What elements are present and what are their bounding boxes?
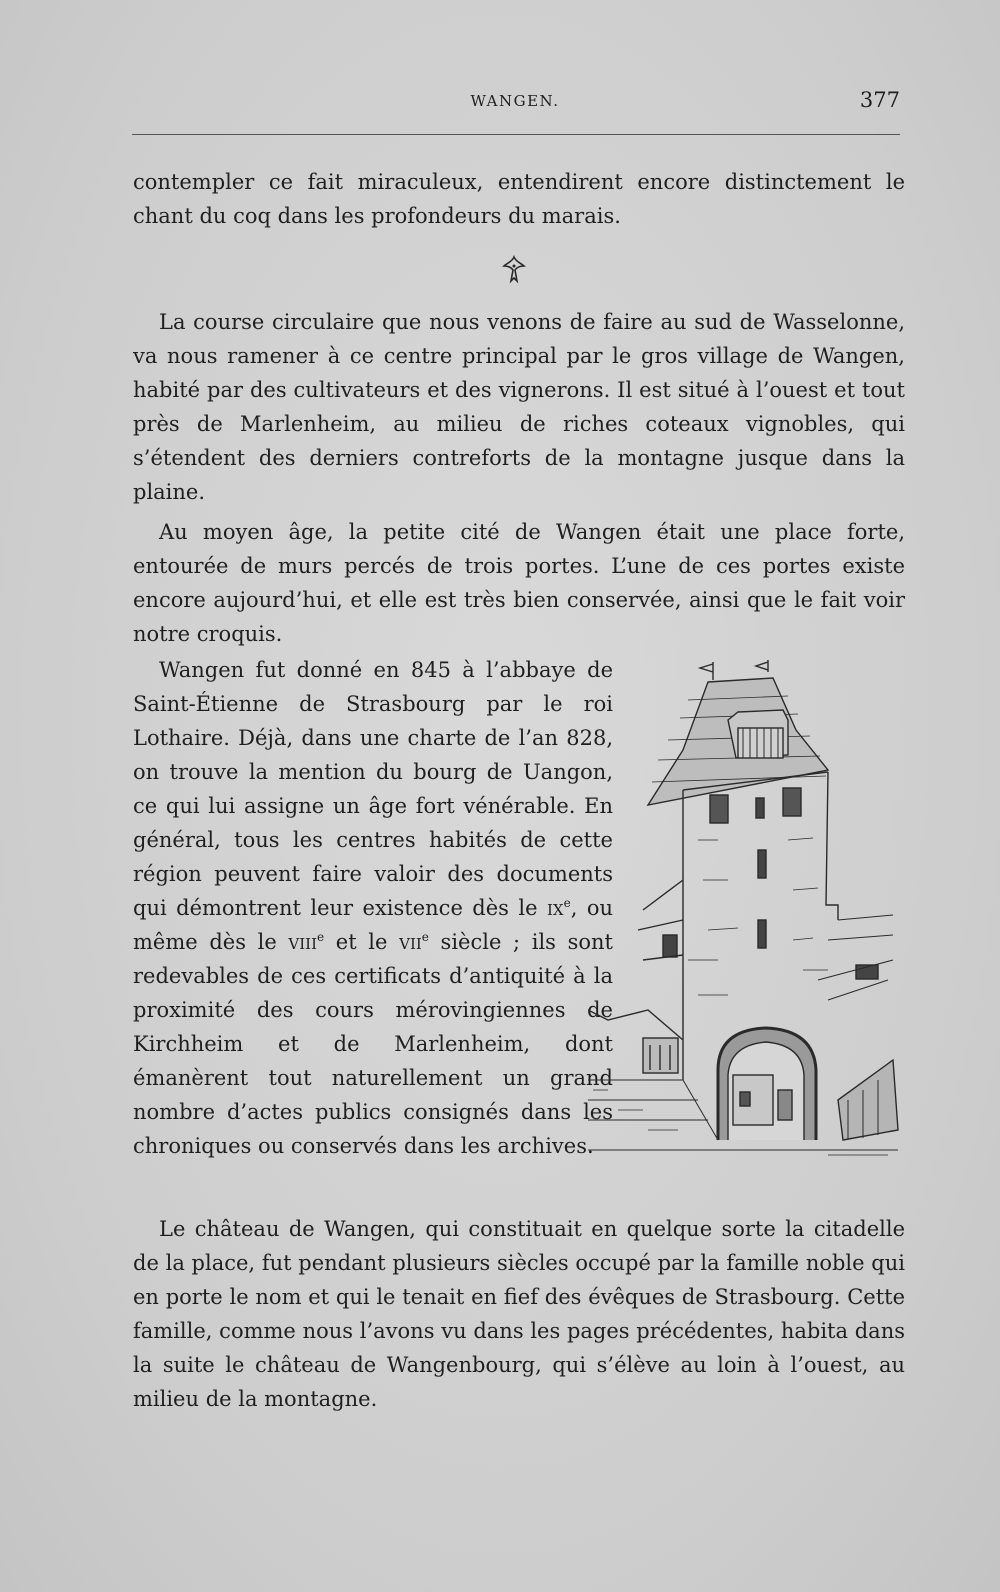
text-run: Wangen fut donné en 845 à l’abbaye de Saint-Étienne de Strasbourg par le roi Lothaire. Déjà, dans une charte de l’an 828, on trouve la mention du bourg de Uangon, ce qui lui assigne un âge fort vénérable. En général, tous les centres habités de cette région peuvent faire valoir des documents qui démontrent leur existence dès le [133,658,613,920]
paragraph-text: La course circulaire que nous venons de faire au sud de Wasselonne, va nous ramener à ce centre principal par le gros village de Wangen, habité par des cultivateurs et des vignerons. Il est situé à l’ouest et tout près de Marlenheim, au milieu de riches coteaux vignobles, qui s’étendent des derniers contreforts de la montagne jusque dans la plaine. [133,310,905,504]
gate-tower-illustration [588,660,908,1190]
roman-numeral: viii [288,930,318,954]
paragraph-text [133,653,613,1163]
paragraph-text: Au moyen âge, la petite cité de Wangen était une place forte, entourée de murs percés de trois portes. L’une de ces portes existe encore aujourd’hui, et elle est très bien conservée, ainsi que le fait voir notre croquis. [133,520,905,646]
page-number: 377 [859,88,900,112]
paragraph-wasselonne [133,305,905,509]
paragraph-continuation [133,165,905,233]
text-run: et le [324,930,400,954]
text-run: , ou même dès le [133,896,613,954]
text-run: siècle ; ils sont redevables de ces certificats d’antiquité à la proximité des cours mérovingiennes de Kirchheim et de Marlenheim, dont émanèrent tout naturellement un grand nombre d’actes publics consignés dans les chroniques ou conservés dans les archives. [133,930,613,1158]
superscript: e [421,930,429,944]
paragraph-chateau [133,1212,905,1416]
superscript: e [317,930,325,944]
paragraph-text: Le château de Wangen, qui constituait en quelque sorte la citadelle de la place, fut pendant plusieurs siècles occupé par la famille noble qui en porte le nom et qui le tenait en fief des évêques de Strasbourg. Cette famille, comme nous l’avons vu dans les pages précédentes, habita dans la suite le château de Wangenbourg, qui s’élève au loin à l’ouest, au milieu de la montagne. [133,1217,905,1411]
running-head [130,88,900,118]
running-title: WANGEN. [470,92,560,110]
superscript: e [563,896,571,910]
roman-numeral: ix [546,896,564,920]
paragraph-text: contempler ce fait miraculeux, entendirent encore distinctement le chant du coq dans les profondeurs du marais. [133,170,905,228]
paragraph-middle-ages [133,515,905,651]
fleuron-ornament-icon [496,254,532,284]
header-rule [132,134,900,135]
paragraph-wangen-history [133,653,613,1163]
roman-numeral: vii [399,930,422,954]
